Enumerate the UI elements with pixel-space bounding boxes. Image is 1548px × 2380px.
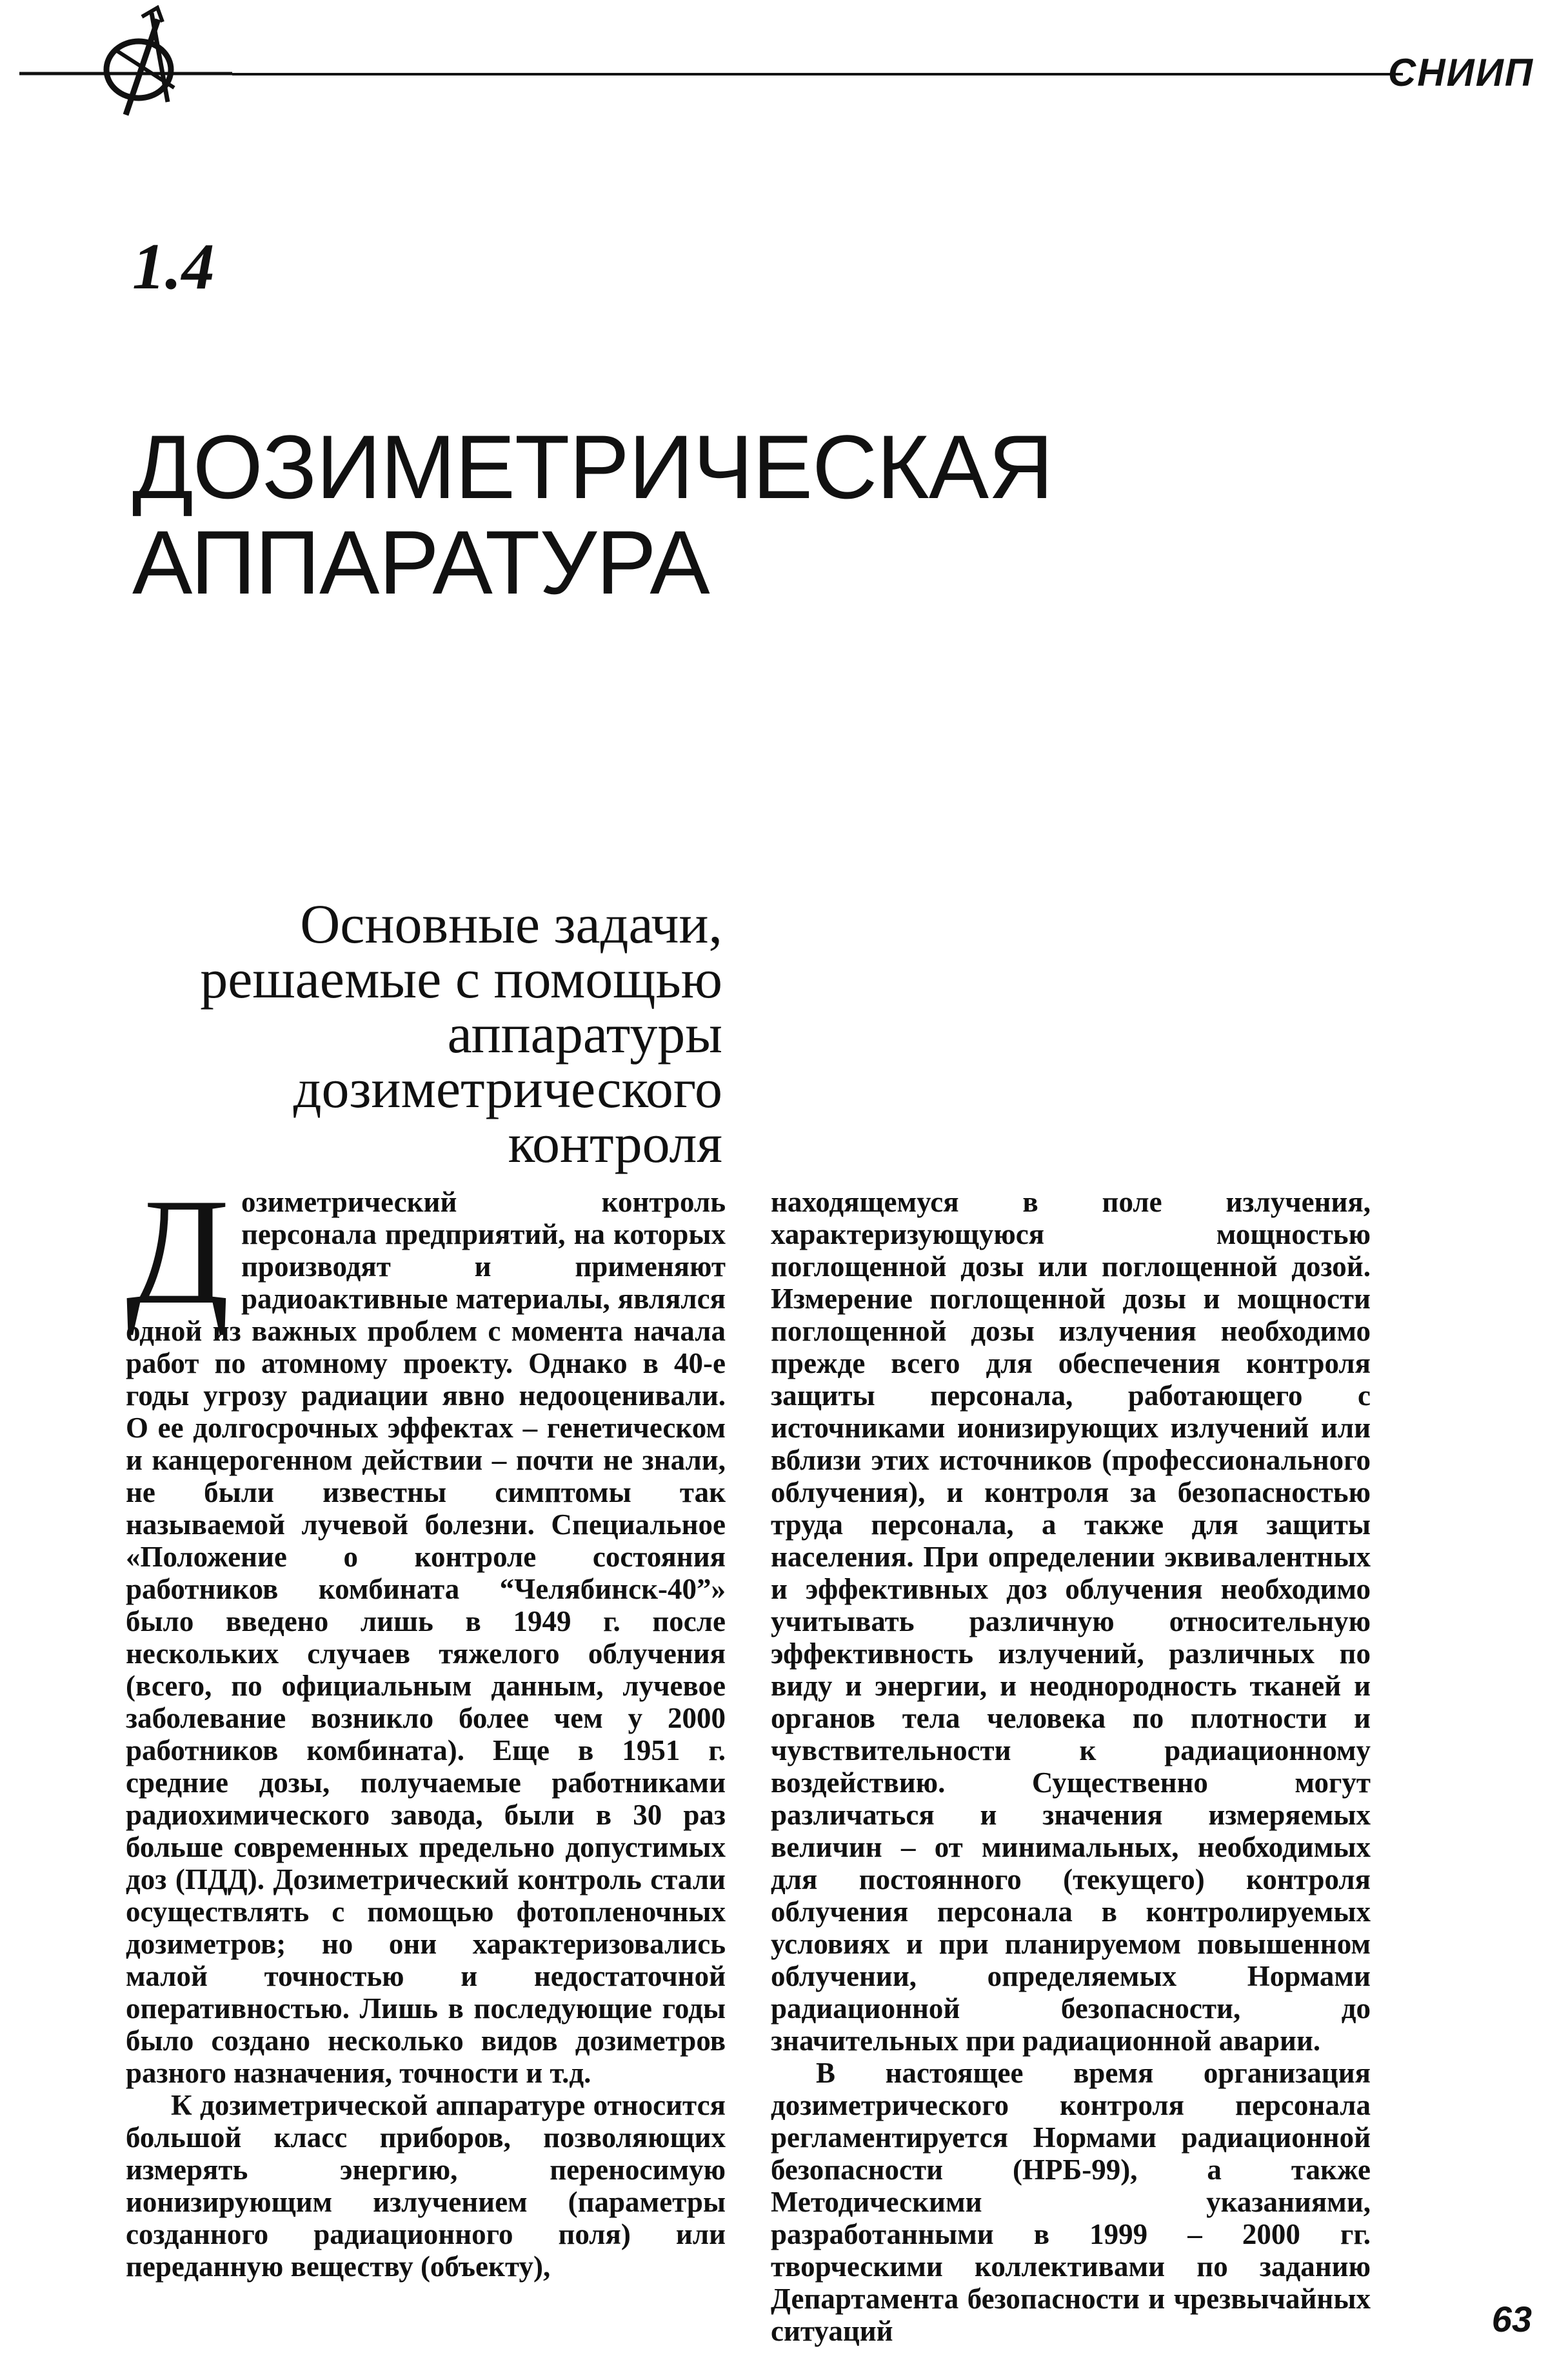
- body-column-left: [126, 1168, 726, 2283]
- subsection-title-line: Основные задачи,: [300, 893, 722, 955]
- page-number: 63: [1491, 2299, 1532, 2339]
- paragraph: находящемуся в поле излучения, характеризующуюся мощностью поглощенной дозы или поглощенной дозой. Измерение поглощенной дозы и мощности поглощенной дозы излучения необходимо прежде всего для обеспечения контроля защиты персонала, работающего с источниками ионизирующих излучений или вблизи этих источников (профессионального облучения), и контроля за безопасностью труда персонала, а также для защиты населения. При определении эквивалентных и эффективных доз облучения необходимо учитывать различную относительную эффективность излучений, различных по виду и энергии, и неоднородность тканей и органов тела человека по плотности и чувствительности к радиационному воздействию. Существенно могут различаться и значения измеряемых величин – от минимальных, необходимых для постоянного (текущего) контроля облучения персонала в контролируемых условиях и при планируемом повышенном облучении, определяемых Нормами радиационной безопасности, до значительных при радиационной аварии.: [771, 1186, 1371, 2057]
- paragraph: В настоящее время организация дозиметрического контроля персонала регламентируется Нормами радиационной безопасности (НРБ-99), а также Методическими указаниями, разработанными в 1999 – 2000 гг. творческими коллективами по заданию Департамента безопасности и чрезвычайных ситуаций: [771, 2057, 1371, 2347]
- subsection-title-line: аппаратуры: [447, 1003, 722, 1065]
- chapter-title: [132, 416, 1053, 613]
- subsection-title-line: решаемые с помощью: [200, 948, 722, 1010]
- drop-cap: Д: [126, 1168, 230, 1336]
- body-column-right: [771, 1186, 1371, 2347]
- header-rule: [232, 73, 1403, 75]
- paragraph: [126, 1168, 726, 2089]
- stylized-atom-compass-icon: [19, 5, 232, 121]
- page-header: [0, 0, 1548, 129]
- running-head: СНИИП: [1387, 51, 1534, 94]
- chapter-title-line: ДОЗИМЕТРИЧЕСКАЯ: [132, 416, 1053, 517]
- paragraph-text: озиметрический контроль персонала предприятий, на которых производят и применяют радиоактивные материалы, являлся одной из важных проблем с момента начала работ по атомному проекту. Однако в 40-е годы угрозу радиации явно недооценивали. О ее долгосрочных эффектах – генетическом и канцерогенном действии – почти не знали, не были известны симптомы так называемой лучевой болезни. Специальное «Положение о контроле состояния работников комбината “Челябинск-40”» было введено лишь в 1949 г. после нескольких случаев тяжелого облучения (всего, по официальным данным, лучевое заболевание возникло более чем у 2000 работников комбината). Еще в 1951 г. средние дозы, получаемые работниками радиохимического завода, были в 30 раз больше современных предельно допустимых доз (ПДД). Дозиметрический контроль стали осуществлять с помощью фотопленочных дозиметров; но они характеризовались малой точностью и недостаточной оперативностью. Лишь в последующие годы было создано несколько видов дозиметров разного назначения, точности и т.д.: [126, 1186, 726, 2089]
- paragraph: К дозиметрической аппаратуре относится большой класс приборов, позволяющих измерять энергию, переносимую ионизирующим излучением (параметры созданного радиационного поля) или переданную веществу (объекту),: [126, 2089, 726, 2283]
- subsection-title: [200, 893, 722, 1174]
- subsection-title-line: дозиметрического: [293, 1057, 722, 1119]
- section-number: 1.4: [132, 230, 215, 303]
- chapter-title-line: АППАРАТУРА: [132, 512, 710, 613]
- subsection-title-line: контроля: [508, 1112, 722, 1174]
